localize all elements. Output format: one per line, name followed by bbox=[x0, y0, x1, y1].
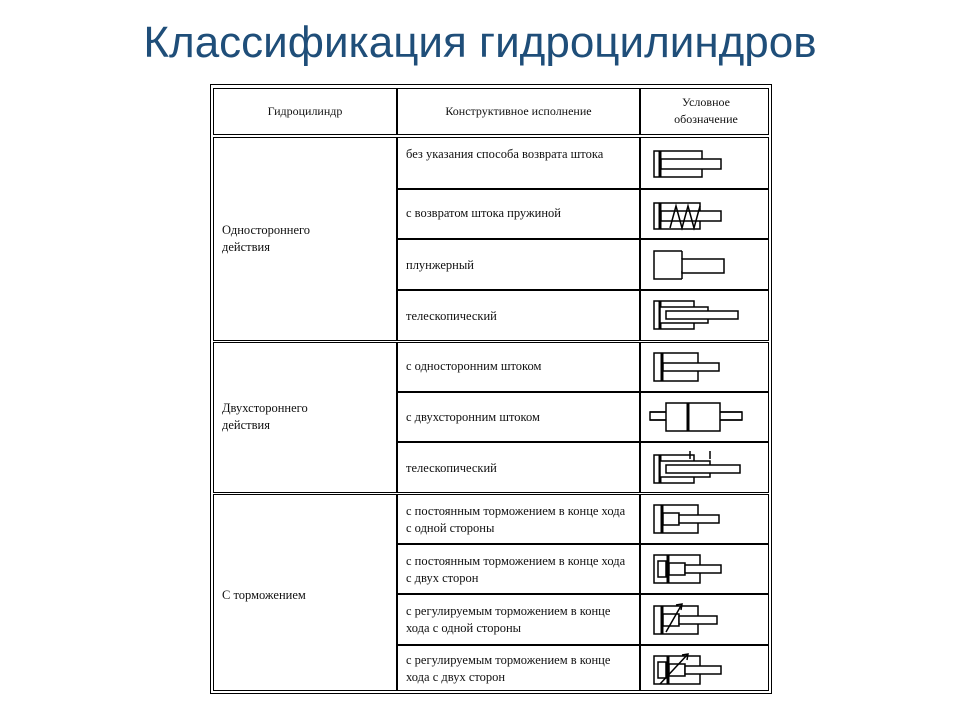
row-cell bbox=[397, 239, 640, 290]
group-cell-cushioned bbox=[213, 494, 397, 691]
row-cell bbox=[397, 544, 640, 594]
group-label: Двухстороннего действия bbox=[222, 401, 308, 432]
row-text: с односторонним штоком bbox=[406, 359, 542, 373]
row-text: плунжерный bbox=[406, 258, 474, 272]
row-text: с постоянным торможением в конце хода с одной стороны bbox=[406, 504, 626, 535]
cylinder-adjustable-cushion-one-side-icon bbox=[652, 600, 752, 638]
row-text: с регулируемым торможением в конце хода с двух сторон bbox=[406, 653, 611, 684]
row-text: телескопический bbox=[406, 309, 497, 323]
row-cell bbox=[397, 594, 640, 645]
row-cell bbox=[397, 645, 640, 691]
cylinder-fixed-cushion-two-sides-icon bbox=[652, 551, 752, 587]
group-cell-single-acting bbox=[213, 137, 397, 341]
row-cell bbox=[397, 290, 640, 341]
group-label: Одностороннего действия bbox=[222, 223, 311, 254]
row-cell bbox=[397, 137, 640, 189]
row-text: с возвратом штока пружиной bbox=[406, 206, 561, 220]
cylinder-adjustable-cushion-two-sides-icon bbox=[652, 650, 752, 688]
group-label: С торможением bbox=[222, 588, 306, 602]
cylinder-basic-icon bbox=[652, 147, 752, 183]
header-cell-symbol bbox=[640, 88, 769, 135]
cylinder-telescopic-icon bbox=[652, 297, 752, 333]
row-text: с двухсторонним штоком bbox=[406, 410, 540, 424]
page-title: Классификация гидроцилиндров bbox=[143, 18, 817, 67]
row-cell bbox=[397, 392, 640, 442]
row-cell bbox=[397, 342, 640, 392]
cylinder-spring-return-icon bbox=[652, 198, 752, 234]
cylinder-single-rod-icon bbox=[652, 349, 752, 385]
row-text: без указания способа возврата штока bbox=[406, 147, 604, 161]
header-symbol: Условное обозначение bbox=[674, 95, 738, 126]
row-text: с постоянным торможением в конце хода с двух сторон bbox=[406, 554, 626, 585]
cylinder-plunger-icon bbox=[652, 247, 752, 283]
group-cell-double-acting bbox=[213, 342, 397, 493]
row-cell bbox=[397, 494, 640, 544]
header-design: Конструктивное исполнение bbox=[445, 104, 592, 118]
cylinder-double-rod-icon bbox=[648, 399, 748, 435]
row-cell bbox=[397, 442, 640, 493]
row-text: телескопический bbox=[406, 461, 497, 475]
cylinder-double-telescopic-icon bbox=[652, 449, 752, 487]
row-cell bbox=[397, 189, 640, 239]
cylinder-fixed-cushion-one-side-icon bbox=[652, 501, 752, 537]
header-cylinder: Гидроцилиндр bbox=[267, 104, 343, 118]
row-text: с регулируемым торможением в конце хода с одной стороны bbox=[406, 604, 611, 635]
header-cell-design bbox=[397, 88, 640, 135]
header-cell-cylinder bbox=[213, 88, 397, 135]
